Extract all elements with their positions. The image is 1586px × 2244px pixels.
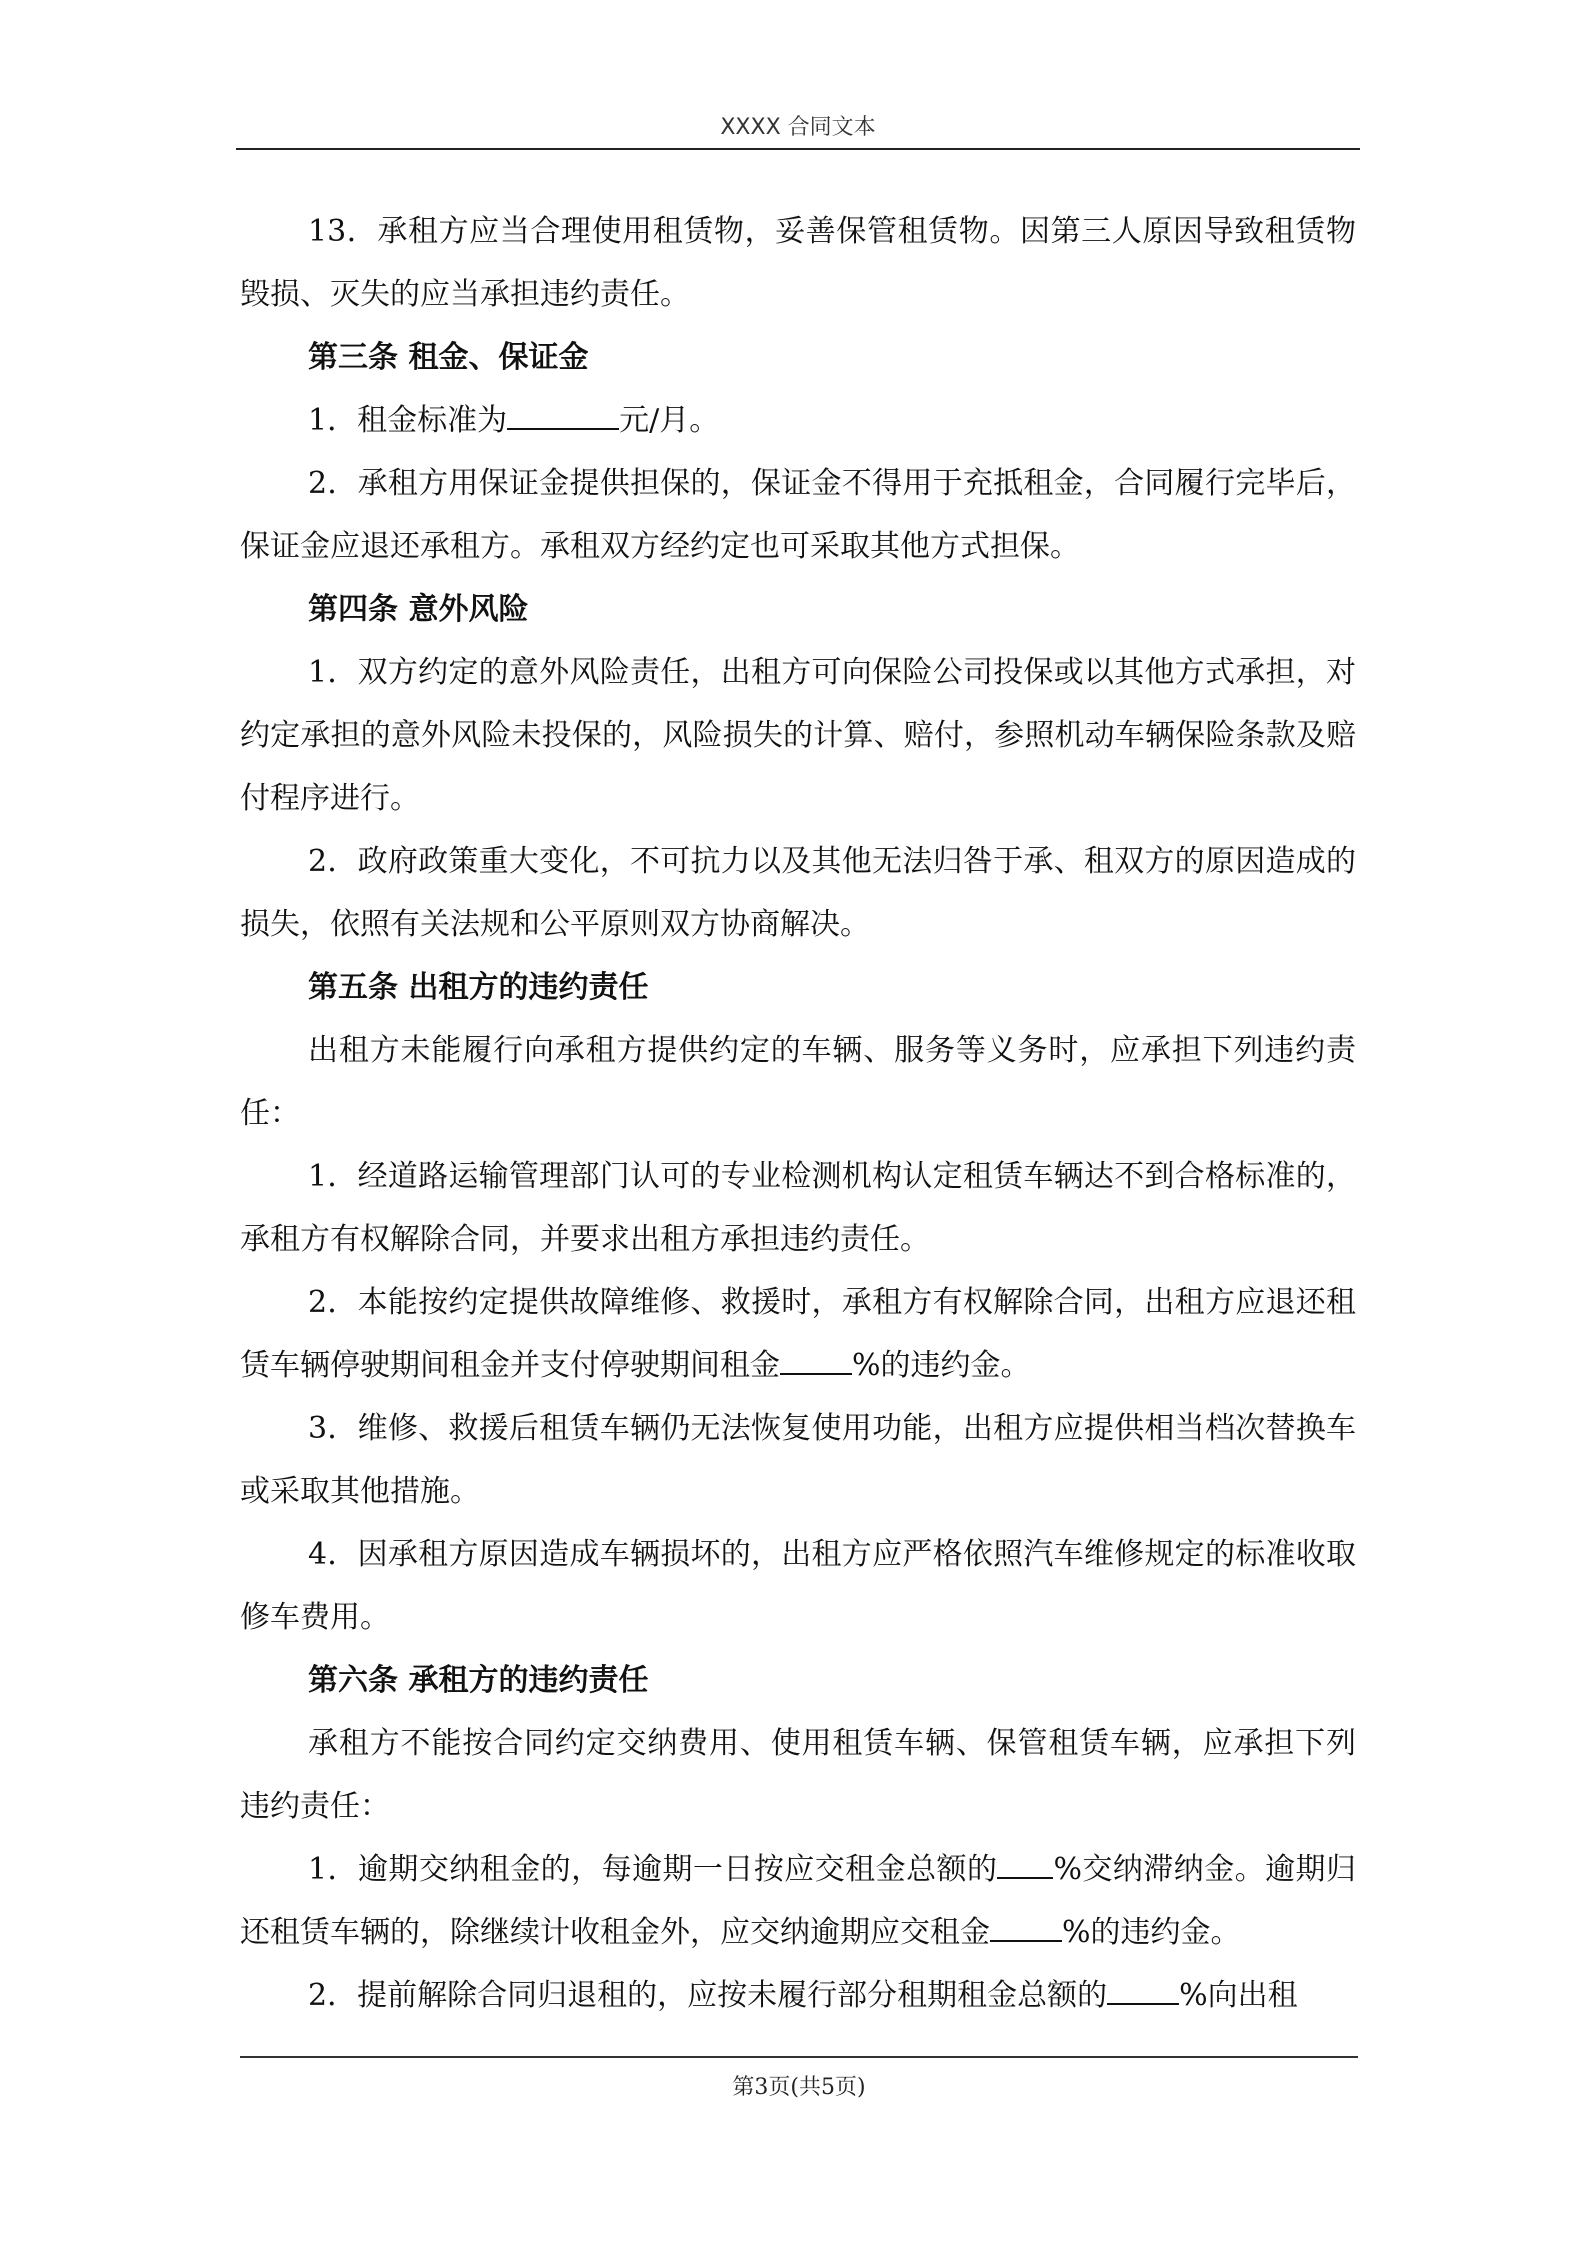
rent-amount-blank bbox=[507, 400, 619, 430]
lessor-liability-intro: 出租方未能履行向承租方提供约定的车辆、服务等义务时，应承担下列违约责任： bbox=[240, 1033, 1356, 1131]
lessee-liability-2-tail: %向出租 bbox=[1179, 1978, 1298, 2013]
lessee-liability-2 bbox=[240, 1964, 1356, 2027]
risk-clause-2: 2．政府政策重大变化，不可抗力以及其他无法归咎于承、租双方的原因造成的损失，依照有关法规和公平原则双方协商解决。 bbox=[240, 844, 1356, 942]
lessor-liability-2-tail: %的违约金。 bbox=[852, 1348, 1031, 1383]
lessee-liability-1 bbox=[240, 1838, 1356, 1964]
deposit-clause: 2．承租方用保证金提供担保的，保证金不得用于充抵租金，合同履行完毕后，保证金应退还承租方。承租双方经约定也可采取其他方式担保。 bbox=[240, 466, 1356, 564]
article-5-heading: 第五条 出租方的违约责任 bbox=[308, 970, 649, 1005]
late-fee-rate-blank bbox=[997, 1849, 1053, 1879]
page-header: XXXX 合同文本 bbox=[720, 115, 876, 140]
lessee-liability-2-text: 2．提前解除合同归退租的，应按未履行部分租期租金总额的 bbox=[308, 1978, 1108, 2013]
footer-divider bbox=[240, 2056, 1358, 2058]
lessee-liability-intro: 承租方不能按合同约定交纳费用、使用租赁车辆、保管租赁车辆，应承担下列违约责任： bbox=[240, 1726, 1356, 1824]
rent-standard-text: 1．租金标准为 bbox=[308, 403, 508, 438]
page-number: 第3页(共5页) bbox=[732, 2075, 866, 2100]
header-divider bbox=[236, 148, 1360, 150]
lessee-liability-1-text: 1．逾期交纳租金的，每逾期一日按应交租金总额的 bbox=[308, 1852, 998, 1887]
lessee-liability-1-tail: %的违约金。 bbox=[1062, 1915, 1241, 1950]
lessor-liability-4: 4．因承租方原因造成车辆损坏的，出租方应严格依照汽车维修规定的标准收取修车费用。 bbox=[240, 1537, 1356, 1635]
overdue-penalty-blank bbox=[990, 1912, 1062, 1942]
article-4-heading: 第四条 意外风险 bbox=[308, 592, 529, 627]
early-termination-blank bbox=[1107, 1975, 1179, 2005]
lessee-liability-1-middle: %交纳滞纳金。逾期归还租赁车辆的，除继续计收租金外，应交纳逾期应交租金 bbox=[240, 1852, 1356, 1950]
penalty-rate-blank bbox=[780, 1345, 852, 1375]
lessor-liability-2 bbox=[240, 1271, 1356, 1397]
article-6-heading: 第六条 承租方的违约责任 bbox=[308, 1663, 649, 1698]
clause-13: 13．承租方应当合理使用租赁物，妥善保管租赁物。因第三人原因导致租赁物毁损、灭失的应当承担违约责任。 bbox=[240, 214, 1356, 312]
document-body bbox=[240, 200, 1356, 2027]
risk-clause-1: 1．双方约定的意外风险责任，出租方可向保险公司投保或以其他方式承担，对约定承担的意外风险未投保的，风险损失的计算、赔付，参照机动车辆保险条款及赔付程序进行。 bbox=[240, 655, 1356, 816]
lessor-liability-1: 1．经道路运输管理部门认可的专业检测机构认定租赁车辆达不到合格标准的，承租方有权解除合同，并要求出租方承担违约责任。 bbox=[240, 1159, 1356, 1257]
rent-standard-unit: 元/月。 bbox=[619, 403, 720, 438]
lessor-liability-2-text: 2．本能按约定提供故障维修、救援时，承租方有权解除合同，出租方应退还租赁车辆停驶期间租金并支付停驶期间租金 bbox=[240, 1285, 1356, 1383]
rent-standard bbox=[240, 389, 1356, 452]
article-3-heading: 第三条 租金、保证金 bbox=[308, 340, 589, 375]
lessor-liability-3: 3．维修、救援后租赁车辆仍无法恢复使用功能，出租方应提供相当档次替换车或采取其他措施。 bbox=[240, 1411, 1356, 1509]
